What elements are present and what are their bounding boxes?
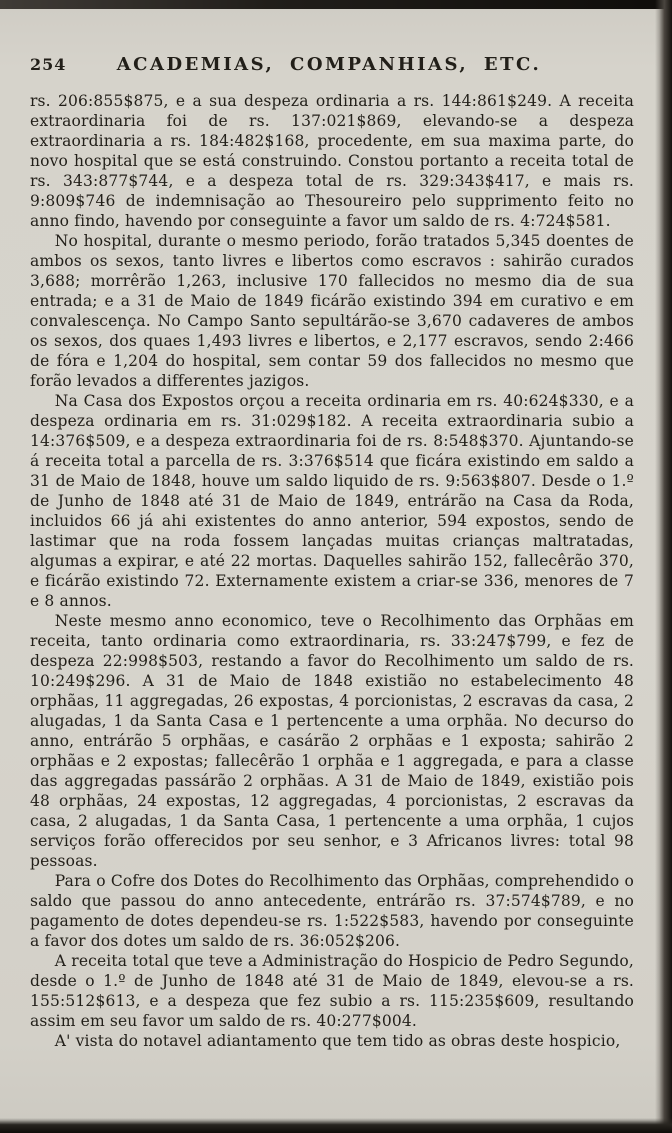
paragraph-1: rs. 206:855$875, e a sua despeza ordinaria a rs. 144:861$249. A receita extraordinaria foi de rs. 137:021$869, elevando-se a despeza extraordinaria a rs. 184:482$168, procedente, em sua maxima parte, do novo hospital que se está construindo. Constou portanto a receita total de rs. 343:877$744, e a despeza total de rs. 329:343$417, e mais rs. 9:809$746 de indemnisação ao Thesoureiro pelo supprimento feito no anno findo, havendo por conseguinte a favor um saldo de rs. 4:724$581. (30, 92, 634, 230)
paragraph-3: Na Casa dos Expostos orçou a receita ordinaria em rs. 40:624$330, e a despeza ordinaria em rs. 31:029$182. A receita extraordinaria subio a 14:376$509, e a despeza extraordinaria foi de rs. 8:548$370. Ajuntando-se á receita total a parcella de rs. 3:376$514 que ficára existindo em saldo a 31 de Maio de 1848, houve um saldo liquido de rs. 9:563$807. Desde o 1.º de Junho de 1848 até 31 de Maio de 1849, entrárão na Casa da Roda, incluidos 66 já ahi existentes do anno anterior, 594 expostos, sendo de lastimar que na roda fossem lançadas muitas crianças maltratadas, algumas a expirar, e até 22 mortas. Daquelles sahirão 152, fallecêrão 370, e ficárão existindo 72. Externamente existem a criar-se 336, menores de 7 e 8 annos. (30, 392, 634, 610)
scan-artifact-top-edge (0, 0, 672, 9)
paragraph-4: Neste mesmo anno economico, teve o Recolhimento das Orphãas em receita, tanto ordinaria como extraordinaria, rs. 33:247$799, e fez de despeza 22:998$503, restando a favor do Recolhimento um saldo de rs. 10:249$296. A 31 de Maio de 1848 existião no estabelecimento 48 orphãas, 11 aggregadas, 26 expostas, 4 porcionistas, 2 escravas da casa, 2 alugadas, 1 da Santa Casa e 1 pertencente a uma orphãa. No decurso do anno, entrárão 5 orphãas, e casárão 2 orphãas e 1 exposta; sahirão 2 orphãas e 2 expostas; fallecêrão 1 orphãa e 1 aggregada, e para a classe das aggregadas passárão 2 orphãas. A 31 de Maio de 1849, existião pois 48 orphãas, 24 expostas, 12 aggregadas, 4 porcionistas, 2 escravas da casa, 2 alugadas, 1 da Santa Casa, 1 pertencente a uma orphãa, 1 cujos serviços forão offerecidos por seu senhor, e 3 Africanos livres: total 98 pessoas. (30, 612, 634, 870)
paragraph-7: A' vista do notavel adiantamento que tem tido as obras deste hospicio, (54, 1032, 621, 1050)
page-number: 254 (30, 55, 67, 74)
paragraph-2: No hospital, durante o mesmo periodo, forão tratados 5,345 doentes de ambos os sexos, tanto livres e libertos como escravos : sahirão curados 3,688; morrêrão 1,263, inclusive 170 fallecidos no mesmo dia de sua entrada; e a 31 de Maio de 1849 ficárão existindo 394 em curativo e em convalescença. No Campo Santo sepultárão-se 3,670 cadaveres de ambos os sexos, dos quaes 1,493 livres e libertos, e 2,177 escravos, sendo 2:466 de fóra e 1,204 do hospital, sem contar 59 dos fallecidos no mesmo que forão levados a differentes jazigos. (30, 232, 634, 390)
paragraph-5: Para o Cofre dos Dotes do Recolhimento das Orphãas, comprehendido o saldo que passou do anno antecedente, entrárão rs. 37:574$789, e no pagamento de dotes dependeu-se rs. 1:522$583, havendo por conseguinte a favor dos dotes um saldo de rs. 36:052$206. (30, 872, 634, 950)
paragraph-6: A receita total que teve a Administração do Hospicio de Pedro Segundo, desde o 1.º de Junho de 1848 até 31 de Maio de 1849, elevou-se a rs. 155:512$613, e a despeza que fez subio a rs. 115:235$609, resultando assim em seu favor um saldo de rs. 40:277$004. (30, 952, 634, 1030)
scan-artifact-bottom-edge (0, 1118, 672, 1133)
scan-artifact-right-edge (655, 0, 672, 1133)
page-body (30, 91, 634, 1051)
running-title: ACADEMIAS, COMPANHIAS, ETC. (116, 54, 542, 75)
page-header (30, 54, 628, 78)
